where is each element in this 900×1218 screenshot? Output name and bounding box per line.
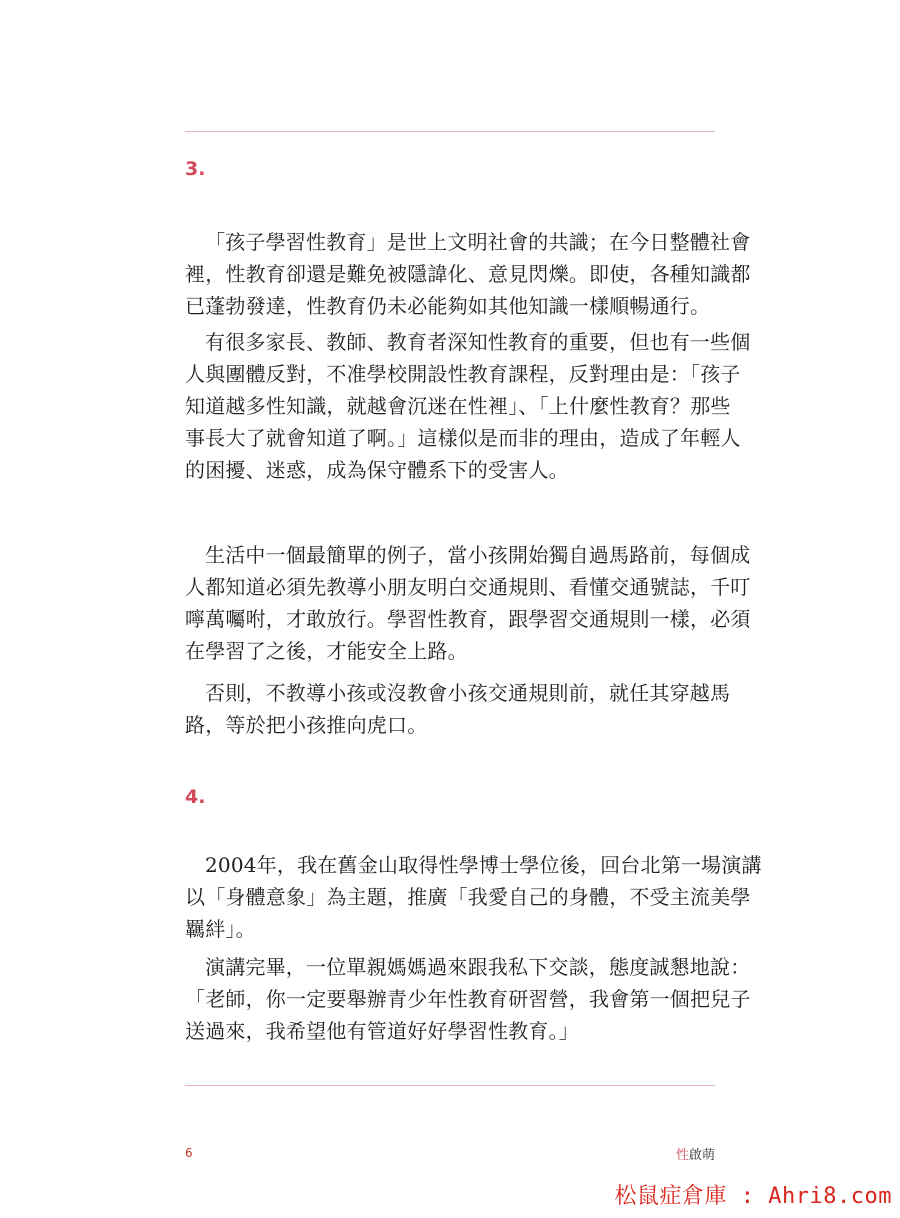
text-line: 送過來，我希望他有管道好好學習性教育。」 (185, 1019, 579, 1043)
text-line: 的困擾、迷惑，成為保守體系下的受害人。 (185, 458, 569, 482)
section-3-paragraph-3 (185, 539, 751, 667)
text-line: 「老師，你一定要舉辦青少年性教育研習營，我會第一個把兒子 (185, 987, 751, 1011)
section-4-number: 4. (185, 786, 206, 808)
book-title-accent: 性 (675, 1148, 689, 1163)
text-line: 生活中一個最簡單的例子，當小孩開始獨自過馬路前，每個成 (205, 543, 751, 567)
watermark: 松鼠症倉庫 : Ahri8.com (614, 1184, 892, 1209)
text-line: 有很多家長、教師、教育者深知性教育的重要，但也有一些個 (205, 330, 751, 354)
text-line: 演講完畢，一位單親媽媽過來跟我私下交談，態度誠懇地說： (205, 955, 751, 979)
text-line: 否則，不教導小孩或沒教會小孩交通規則前，就任其穿越馬 (205, 681, 731, 705)
text-line: 在學習了之後，才能安全上路。 (185, 639, 468, 663)
book-title-rest: 啟萌 (688, 1148, 715, 1163)
section-4-paragraph-2 (185, 951, 751, 1047)
page-number: 6 (185, 1146, 193, 1160)
section-4-paragraph-1 (185, 849, 762, 945)
text-line: 已蓬勃發達，性教育仍未必能夠如其他知識一樣順暢通行。 (185, 294, 711, 318)
section-3-paragraph-1 (185, 226, 751, 322)
section-3-number: 3. (185, 158, 206, 180)
text-line: 裡，性教育卻還是難免被隱諱化、意見閃爍。即使，各種知識都 (185, 262, 751, 286)
section-3-paragraph-4 (185, 677, 731, 741)
book-title (676, 1144, 715, 1163)
text-line: 羈絆」。 (185, 917, 256, 941)
text-line: 人與團體反對，不准學校開設性教育課程，反對理由是：「孩子 (185, 362, 741, 386)
section-3-paragraph-2 (185, 326, 751, 486)
text-line: 知道越多性知識，就越會沉迷在性裡」、「上什麼性教育？那些 (185, 394, 731, 418)
text-line: 以「身體意象」為主題，推廣「我愛自己的身體，不受主流美學 (185, 885, 751, 909)
text-line: 2004年，我在舊金山取得性學博士學位後，回台北第一場演講 (205, 853, 762, 877)
text-line: 路，等於把小孩推向虎口。 (185, 713, 428, 737)
text-line: 嚀萬囑咐，才敢放行。學習性教育，跟學習交通規則一樣，必須 (185, 607, 751, 631)
text-line: 「孩子學習性教育」是世上文明社會的共識；在今日整體社會 (205, 230, 751, 254)
text-line: 事長大了就會知道了啊。」這樣似是而非的理由，造成了年輕人 (185, 426, 741, 450)
top-divider (185, 131, 715, 132)
text-line: 人都知道必須先教導小朋友明白交通規則、看懂交通號誌，千叮 (185, 575, 751, 599)
bottom-divider (185, 1085, 715, 1086)
